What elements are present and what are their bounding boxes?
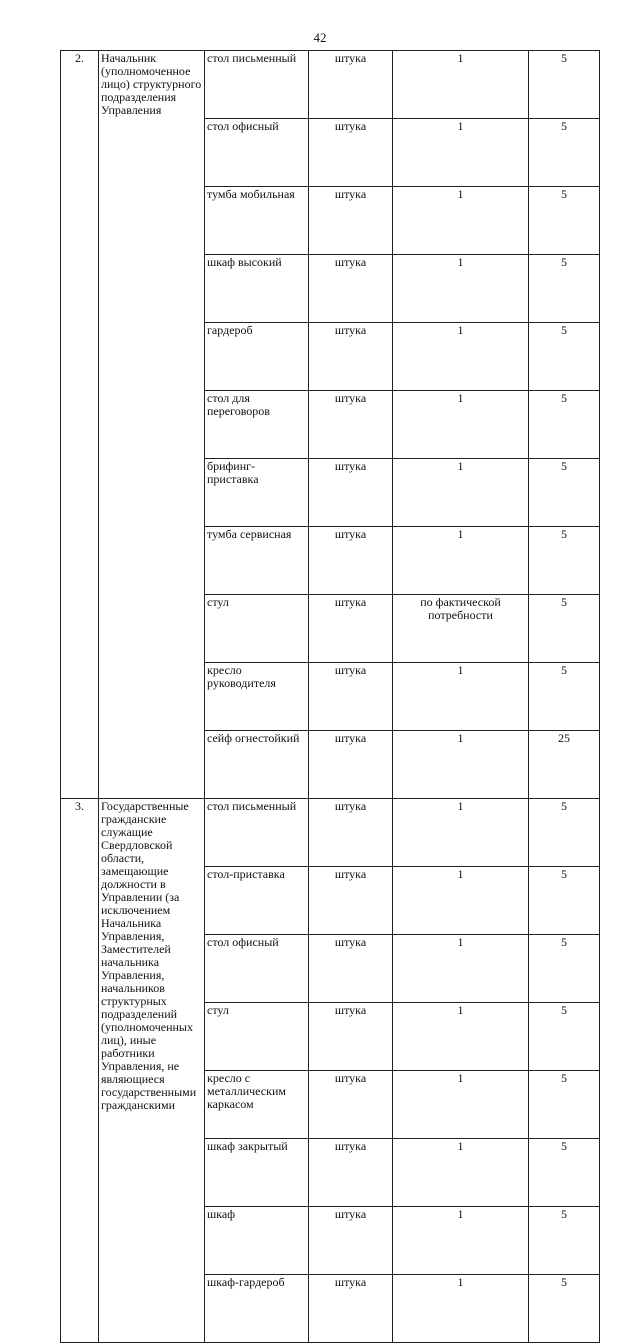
item-name: стол-приставка [205,867,309,935]
item-quantity: 1 [393,323,529,391]
item-name: стол для переговоров [205,391,309,459]
furniture-norms-table [60,50,600,1343]
item-unit: штука [309,323,393,391]
item-service-years: 25 [529,731,600,799]
item-name: шкаф высокий [205,255,309,323]
group-number: 3. [61,799,99,1343]
item-service-years: 5 [529,51,600,119]
item-unit: штука [309,527,393,595]
item-name: кресло с металлическим каркасом [205,1071,309,1139]
item-quantity: 1 [393,527,529,595]
item-service-years: 5 [529,119,600,187]
item-service-years: 5 [529,323,600,391]
group-number: 2. [61,51,99,799]
item-quantity: 1 [393,799,529,867]
item-unit: штука [309,799,393,867]
item-name: брифинг-приставка [205,459,309,527]
item-unit: штука [309,1071,393,1139]
item-name: стол письменный [205,51,309,119]
page-number: 42 [313,30,327,45]
item-unit: штука [309,459,393,527]
item-service-years: 5 [529,1139,600,1207]
item-quantity: 1 [393,119,529,187]
item-quantity: 1 [393,1207,529,1275]
item-service-years: 5 [529,1071,600,1139]
table-row [61,799,600,867]
item-unit: штука [309,1139,393,1207]
item-name: стол письменный [205,799,309,867]
item-unit: штука [309,731,393,799]
item-service-years: 5 [529,1207,600,1275]
item-service-years: 5 [529,255,600,323]
item-quantity: 1 [393,1275,529,1343]
item-quantity: 1 [393,1003,529,1071]
item-quantity: 1 [393,731,529,799]
item-service-years: 5 [529,459,600,527]
item-unit: штука [309,935,393,1003]
item-unit: штука [309,595,393,663]
item-name: стул [205,595,309,663]
item-name: стул [205,1003,309,1071]
item-name: сейф огнестойкий [205,731,309,799]
item-service-years: 5 [529,867,600,935]
item-quantity: 1 [393,187,529,255]
item-name: стол офисный [205,119,309,187]
item-unit: штука [309,119,393,187]
item-service-years: 5 [529,1275,600,1343]
item-service-years: 5 [529,663,600,731]
item-service-years: 5 [529,391,600,459]
item-service-years: 5 [529,527,600,595]
item-unit: штука [309,51,393,119]
item-unit: штука [309,867,393,935]
item-service-years: 5 [529,799,600,867]
item-quantity: 1 [393,1071,529,1139]
item-quantity: 1 [393,1139,529,1207]
item-service-years: 5 [529,187,600,255]
item-service-years: 5 [529,1003,600,1071]
item-unit: штука [309,391,393,459]
table-row [61,51,600,119]
item-name: тумба сервисная [205,527,309,595]
item-unit: штука [309,255,393,323]
item-quantity: 1 [393,935,529,1003]
item-name: гардероб [205,323,309,391]
item-service-years: 5 [529,595,600,663]
item-quantity: 1 [393,867,529,935]
item-quantity: 1 [393,663,529,731]
item-quantity: 1 [393,391,529,459]
item-name: шкаф закрытый [205,1139,309,1207]
item-quantity: 1 [393,51,529,119]
item-name: шкаф-гардероб [205,1275,309,1343]
item-quantity: 1 [393,459,529,527]
item-quantity: 1 [393,255,529,323]
item-name: шкаф [205,1207,309,1275]
item-unit: штука [309,1003,393,1071]
item-name: тумба мобильная [205,187,309,255]
item-unit: штука [309,1275,393,1343]
item-name: кресло руководителя [205,663,309,731]
item-unit: штука [309,187,393,255]
item-unit: штука [309,1207,393,1275]
item-unit: штука [309,663,393,731]
item-quantity: по фактической потребности [393,595,529,663]
position-title: Начальник (уполномоченное лицо) структурного подразделения Управления [99,51,205,799]
item-name: стол офисный [205,935,309,1003]
position-title: Государственные гражданские служащие Свердловской области, замещающие должности в Управлении (за исключением Начальника Управления, Заместителей начальника Управления, начальников структурных подразделений (уполномоченных лиц), иные работники Управления, не являющиеся государственными гражданскими [99,799,205,1343]
item-service-years: 5 [529,935,600,1003]
